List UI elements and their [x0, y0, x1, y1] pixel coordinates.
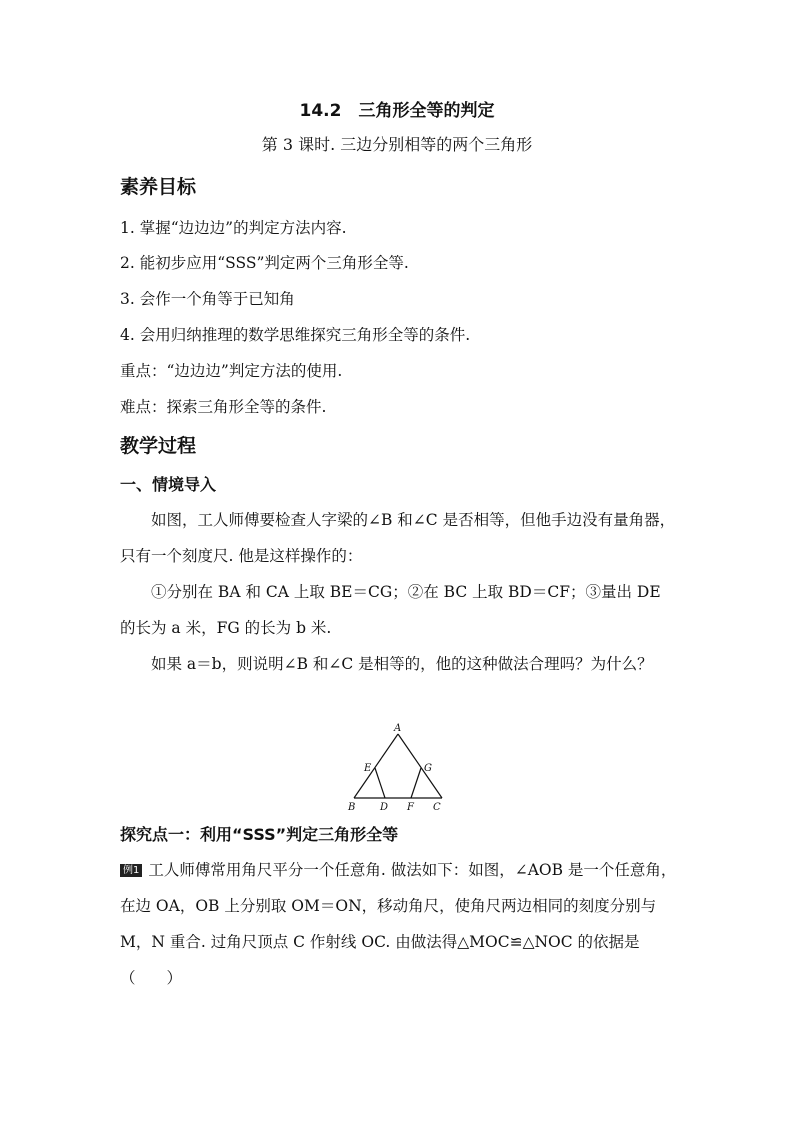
explore-point-heading: 探究点一：利用“SSS”判定三角形全等 — [120, 825, 399, 844]
goal-item-4: 4. 会用归纳推理的数学思维探究三角形全等的条件. — [120, 326, 471, 344]
goal-item-1: 1. 掌握“边边边”的判定方法内容. — [120, 219, 347, 237]
intro-paragraph-1: 如图，工人师傅要检查人字梁的∠B 和∠C 是否相等，但他手边没有量角器，只有一个刻度尺. 他是这样操作的： — [120, 511, 676, 565]
lesson-title: 14.2 三角形全等的判定 — [299, 101, 495, 121]
label-c: C — [433, 802, 441, 813]
segment-fg — [411, 768, 421, 798]
label-g: G — [424, 763, 432, 774]
label-d: D — [380, 802, 389, 813]
label-e: E — [364, 763, 372, 774]
key-point: 重点：“边边边”判定方法的使用. — [120, 362, 343, 380]
difficulty-point: 难点：探索三角形全等的条件. — [120, 398, 327, 416]
example-badge: 例1 — [120, 864, 142, 877]
label-b: B — [348, 802, 356, 813]
intro-paragraph-3: 如果 a＝b，则说明∠B 和∠C 是相等的，他的这种做法合理吗？为什么？ — [151, 655, 653, 673]
label-f: F — [407, 802, 414, 813]
goal-item-2: 2. 能初步应用“SSS”判定两个三角形全等. — [120, 254, 409, 272]
side-ab — [354, 734, 398, 798]
process-heading: 教学过程 — [120, 435, 197, 457]
lesson-subtitle: 第 3 课时. 三边分别相等的两个三角形 — [261, 135, 533, 154]
roof-truss-figure — [340, 718, 450, 814]
label-a: A — [394, 723, 402, 734]
section-intro-heading: 一、情境导入 — [120, 475, 217, 494]
example-1 — [120, 852, 678, 996]
goals-heading: 素养目标 — [120, 176, 197, 198]
intro-paragraph-2: ①分别在 BA 和 CA 上取 BE＝CG；②在 BC 上取 BD＝CF；③量出 DE 的长为 a 米，FG 的长为 b 米. — [120, 583, 661, 637]
goal-item-3: 3. 会作一个角等于已知角 — [120, 290, 295, 308]
side-ac — [398, 734, 442, 798]
example-1-text: 工人师傅常用角尺平分一个任意角. 做法如下：如图，∠AOB 是一个任意角，在边 OA，OB 上分别取 OM＝ON，移动角尺，使角尺两边相同的刻度分别与 M，N 重合. 过角尺顶点 C 作射线 OC. 由做法得△MOC≌△NOC 的依据是（ ） — [120, 861, 677, 987]
segment-de — [375, 768, 385, 798]
